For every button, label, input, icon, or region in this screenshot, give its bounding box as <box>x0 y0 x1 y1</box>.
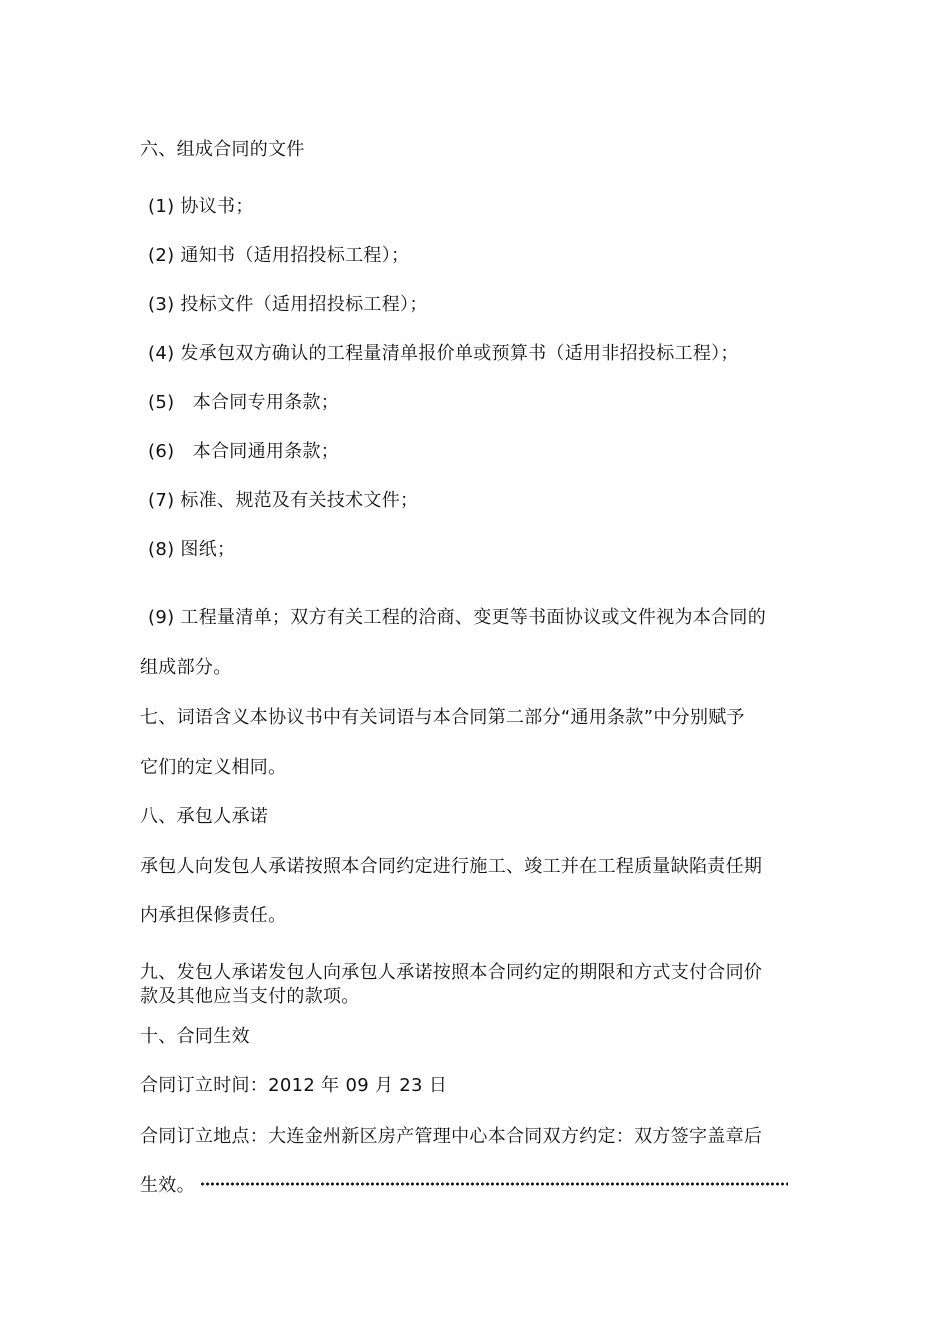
list-item-9: (9) 工程量清单；双方有关工程的洽商、变更等书面协议或文件视为本合同的 <box>148 607 767 628</box>
contract-place-line-2: 生效。 <box>140 1175 195 1196</box>
section-10-heading: 十、合同生效 <box>140 1026 250 1047</box>
list-item-9-continuation: 组成部分。 <box>140 657 232 678</box>
list-item-6: (6) 本合同通用条款； <box>148 441 340 462</box>
dotted-leader-line <box>200 1181 788 1187</box>
section-8-line-2: 内承担保修责任。 <box>140 905 287 926</box>
section-6-heading: 六、组成合同的文件 <box>140 139 305 160</box>
list-item-8: (8) 图纸； <box>148 539 236 560</box>
list-item-3: (3) 投标文件（适用招投标工程）； <box>148 294 428 315</box>
section-9-line-1: 九、发包人承诺发包人向承包人承诺按照本合同约定的期限和方式支付合同价 <box>140 962 763 983</box>
contract-date-line: 合同订立时间：2012 年 09 月 23 日 <box>140 1075 448 1096</box>
section-8-line-1: 承包人向发包人承诺按照本合同约定进行施工、竣工并在工程质量缺陷责任期 <box>140 856 763 877</box>
section-8-heading: 八、承包人承诺 <box>140 806 269 827</box>
list-item-7: (7) 标准、规范及有关技术文件； <box>148 490 419 511</box>
section-9-line-2: 款及其他应当支付的款项。 <box>140 986 360 1007</box>
list-item-4: (4) 发承包双方确认的工程量清单报价单或预算书（适用非招投标工程）； <box>148 343 739 364</box>
list-item-1: (1) 协议书； <box>148 196 254 217</box>
list-item-5: (5) 本合同专用条款； <box>148 392 340 413</box>
list-item-2: (2) 通知书（适用招投标工程）； <box>148 245 410 266</box>
section-7-line-1: 七、词语含义本协议书中有关词语与本合同第二部分“通用条款”中分别赋予 <box>140 707 745 728</box>
section-7-line-2: 它们的定义相同。 <box>140 757 287 778</box>
contract-place-line-1: 合同订立地点：大连金州新区房产管理中心本合同双方约定：双方签字盖章后 <box>140 1126 763 1147</box>
